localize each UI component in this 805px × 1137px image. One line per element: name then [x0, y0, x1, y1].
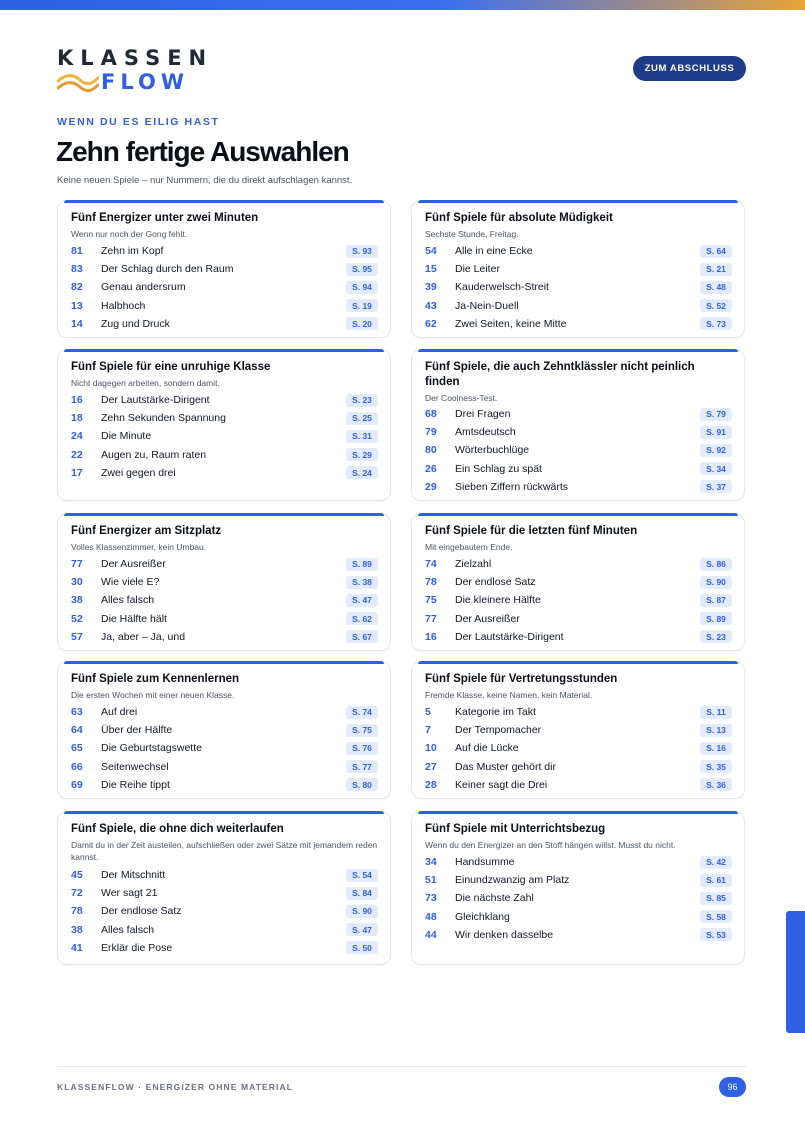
game-number: 24 — [71, 430, 83, 443]
page-reference-badge[interactable]: S. 53 — [700, 928, 732, 941]
card-title: Fünf Spiele, die auch Zehntklässler nicht peinlich finden — [425, 361, 695, 388]
page-reference-badge[interactable]: S. 54 — [346, 869, 378, 882]
list-item[interactable] — [425, 871, 732, 889]
page-reference-badge[interactable]: S. 62 — [346, 612, 378, 625]
game-number: 48 — [425, 910, 437, 923]
page-reference-badge[interactable]: S. 19 — [346, 299, 378, 312]
card-subtitle: Wenn du den Energizer an den Stoff hängen willst. Musst du nicht. — [425, 840, 676, 850]
logo-wordmark-bottom: FLOW — [101, 70, 189, 94]
page-reference-badge[interactable]: S. 89 — [346, 558, 378, 571]
list-item[interactable] — [425, 297, 732, 315]
game-number: 16 — [425, 630, 437, 643]
game-name: Der endlose Satz — [101, 905, 182, 918]
game-name: Zug und Druck — [101, 317, 170, 330]
game-number: 7 — [425, 724, 431, 737]
card-subtitle: Nicht dagegen arbeiten, sondern damit. — [71, 378, 220, 388]
game-name: Ja, aber – Ja, und — [101, 630, 186, 643]
game-number: 22 — [71, 448, 83, 461]
game-list — [425, 853, 732, 944]
game-number: 34 — [425, 856, 437, 869]
game-number: 64 — [71, 724, 83, 737]
card-subtitle: Sechste Stunde, Freitag. — [425, 229, 519, 239]
list-item[interactable] — [71, 464, 378, 482]
game-number: 27 — [425, 760, 437, 773]
game-number: 57 — [71, 630, 83, 643]
game-number: 38 — [71, 923, 83, 936]
list-item[interactable] — [71, 555, 378, 573]
card-subtitle: Fremde Klasse, keine Namen, kein Material. — [425, 690, 593, 700]
card-subtitle: Wenn nur noch der Gong fehlt. — [71, 229, 188, 239]
page-reference-badge[interactable]: S. 25 — [346, 412, 378, 425]
card-subtitle: Mit eingebautem Ende. — [425, 542, 513, 552]
game-name: Auf drei — [101, 706, 138, 719]
game-number: 30 — [71, 576, 83, 589]
game-number: 13 — [71, 299, 83, 312]
game-name: Die Geburtstagswette — [101, 742, 202, 755]
game-name: Der Mitschnitt — [101, 869, 166, 882]
game-name: Kauderwelsch-Streit — [455, 281, 549, 294]
page-reference-badge[interactable]: S. 90 — [346, 905, 378, 918]
selection-card — [411, 200, 745, 338]
game-list — [71, 391, 378, 482]
game-number: 15 — [425, 263, 437, 276]
selection-card — [57, 513, 391, 651]
list-item[interactable] — [71, 939, 378, 957]
selection-card — [57, 811, 391, 965]
game-number: 72 — [71, 887, 83, 900]
game-list — [71, 242, 378, 333]
list-item[interactable] — [71, 446, 378, 464]
game-name: Halbhoch — [101, 299, 146, 312]
footer-divider — [57, 1066, 746, 1067]
page-reference-badge[interactable]: S. 95 — [346, 263, 378, 276]
selection-card — [57, 200, 391, 338]
game-name: Die Hälfte hält — [101, 612, 167, 625]
page-reference-badge[interactable]: S. 79 — [700, 408, 732, 421]
game-list — [71, 555, 378, 646]
list-item[interactable] — [425, 758, 732, 776]
page-reference-badge[interactable]: S. 87 — [700, 594, 732, 607]
page-reference-badge[interactable]: S. 42 — [700, 856, 732, 869]
game-number: 83 — [71, 263, 83, 276]
card-title: Fünf Spiele für absolute Müdigkeit — [425, 212, 613, 224]
game-name: Der Schlag durch den Raum — [101, 263, 234, 276]
to-conclusion-button[interactable]: ZUM ABSCHLUSS — [633, 56, 746, 81]
page-reference-badge[interactable]: S. 61 — [700, 874, 732, 887]
game-name: Der Lautstärke-Dirigent — [101, 394, 210, 407]
game-name: Das Muster gehört dir — [455, 760, 556, 773]
page-reference-badge[interactable]: S. 90 — [700, 576, 732, 589]
game-name: Ein Schlag zu spät — [455, 462, 542, 475]
list-item[interactable] — [71, 297, 378, 315]
page-reference-badge[interactable]: S. 29 — [346, 448, 378, 461]
game-name: Auf die Lücke — [455, 742, 519, 755]
list-item[interactable] — [71, 391, 378, 409]
section-eyebrow: WENN DU ES EILIG HAST — [57, 116, 220, 128]
list-item[interactable] — [425, 591, 732, 609]
game-name: Der Ausreißer — [101, 558, 166, 571]
game-number: 63 — [71, 706, 83, 719]
list-item[interactable] — [71, 739, 378, 757]
card-title: Fünf Energizer am Sitzplatz — [71, 525, 222, 537]
list-item[interactable] — [71, 721, 378, 739]
game-name: Alles falsch — [101, 594, 155, 607]
page-reference-badge[interactable]: S. 16 — [700, 742, 732, 755]
page-reference-badge[interactable]: S. 21 — [700, 263, 732, 276]
page-reference-badge[interactable]: S. 50 — [346, 941, 378, 954]
card-title: Fünf Spiele mit Unterrichtsbezug — [425, 823, 606, 835]
game-name: Zwei Seiten, keine Mitte — [455, 317, 567, 330]
page-reference-badge[interactable]: S. 23 — [346, 394, 378, 407]
game-number: 26 — [425, 462, 437, 475]
card-title: Fünf Spiele für Vertretungsstunden — [425, 673, 618, 685]
card-subtitle: Der Coolness-Test. — [425, 393, 498, 403]
game-name: Wir denken dasselbe — [455, 928, 554, 941]
game-number: 68 — [425, 408, 437, 421]
list-item[interactable] — [425, 703, 732, 721]
page-reference-badge[interactable]: S. 75 — [346, 724, 378, 737]
game-number: 38 — [71, 594, 83, 607]
list-item[interactable] — [425, 315, 732, 333]
game-number: 66 — [71, 760, 83, 773]
game-number: 62 — [425, 317, 437, 330]
game-name: Seitenwechsel — [101, 760, 169, 773]
card-subtitle: Die ersten Wochen mit einer neuen Klasse. — [71, 690, 235, 700]
game-number: 17 — [71, 466, 83, 479]
page-reference-badge[interactable]: S. 64 — [700, 245, 732, 258]
game-number: 29 — [425, 480, 437, 493]
list-item[interactable] — [71, 573, 378, 591]
page-reference-badge[interactable]: S. 23 — [700, 630, 732, 643]
game-number: 51 — [425, 874, 437, 887]
game-list — [425, 555, 732, 646]
game-name: Zwei gegen drei — [101, 466, 176, 479]
game-number: 45 — [71, 869, 83, 882]
list-item[interactable] — [71, 409, 378, 427]
list-item[interactable] — [71, 703, 378, 721]
page-reference-badge[interactable]: S. 52 — [700, 299, 732, 312]
list-item[interactable] — [425, 405, 732, 423]
game-number: 44 — [425, 928, 437, 941]
list-item[interactable] — [71, 921, 378, 939]
card-subtitle: Volles Klassenzimmer, kein Umbau. — [71, 542, 207, 552]
game-name: Zielzahl — [455, 558, 492, 571]
page-reference-badge[interactable]: S. 91 — [700, 426, 732, 439]
selection-card — [411, 811, 745, 965]
game-number: 69 — [71, 778, 83, 791]
page-reference-badge[interactable]: S. 77 — [346, 760, 378, 773]
list-item[interactable] — [425, 555, 732, 573]
game-name: Wörterbuchlüge — [455, 444, 530, 457]
list-item[interactable] — [425, 278, 732, 296]
page-title: Zehn fertige Auswahlen — [56, 136, 349, 167]
selection-card — [411, 513, 745, 651]
game-number: 65 — [71, 742, 83, 755]
page-reference-badge[interactable]: S. 80 — [346, 778, 378, 791]
list-item[interactable] — [425, 573, 732, 591]
card-subtitle: Damit du in der Zeit austeilen, aufschließen oder zwei Sätze mit jemandem reden kannst. — [71, 840, 378, 862]
game-number: 54 — [425, 245, 437, 258]
game-name: Gleichklang — [455, 910, 510, 923]
list-item[interactable] — [425, 460, 732, 478]
page-reference-badge[interactable]: S. 20 — [346, 317, 378, 330]
page-reference-badge[interactable]: S. 93 — [346, 245, 378, 258]
list-item[interactable] — [71, 591, 378, 609]
page-reference-badge[interactable]: S. 73 — [700, 317, 732, 330]
list-item[interactable] — [71, 758, 378, 776]
list-item[interactable] — [71, 278, 378, 296]
game-name: Die kleinere Hälfte — [455, 594, 541, 607]
list-item[interactable] — [71, 776, 378, 794]
game-name: Die nächste Zahl — [455, 892, 534, 905]
game-name: Kategorie im Takt — [455, 706, 536, 719]
list-item[interactable] — [425, 610, 732, 628]
game-name: Genau andersrum — [101, 281, 186, 294]
list-item[interactable] — [425, 739, 732, 757]
game-list — [425, 405, 732, 496]
page-reference-badge[interactable]: S. 31 — [346, 430, 378, 443]
list-item[interactable] — [71, 610, 378, 628]
game-number: 43 — [425, 299, 437, 312]
game-number: 80 — [425, 444, 437, 457]
game-name: Ja-Nein-Duell — [455, 299, 519, 312]
game-number: 5 — [425, 706, 431, 719]
selection-card — [411, 349, 745, 501]
game-number: 78 — [71, 905, 83, 918]
game-name: Amtsdeutsch — [455, 426, 516, 439]
game-list — [71, 703, 378, 794]
page-reference-badge[interactable]: S. 24 — [346, 466, 378, 479]
page-reference-badge[interactable]: S. 11 — [700, 706, 732, 719]
card-title: Fünf Spiele für eine unruhige Klasse — [71, 361, 271, 373]
card-title: Fünf Spiele zum Kennenlernen — [71, 673, 240, 685]
page-reference-badge[interactable]: S. 13 — [700, 724, 732, 737]
game-name: Der endlose Satz — [455, 576, 536, 589]
side-tab-marker[interactable] — [786, 911, 805, 1033]
wave-icon — [57, 71, 99, 93]
game-name: Über der Hälfte — [101, 724, 173, 737]
game-name: Die Reihe tippt — [101, 778, 170, 791]
list-item[interactable] — [425, 242, 732, 260]
page-reference-badge[interactable]: S. 85 — [700, 892, 732, 905]
page-reference-badge[interactable]: S. 92 — [700, 444, 732, 457]
game-list — [425, 703, 732, 794]
page-reference-badge[interactable]: S. 37 — [700, 480, 732, 493]
page-reference-badge[interactable]: S. 35 — [700, 760, 732, 773]
game-number: 16 — [71, 394, 83, 407]
game-number: 77 — [71, 558, 83, 571]
list-item[interactable] — [71, 884, 378, 902]
list-item[interactable] — [425, 260, 732, 278]
game-number: 77 — [425, 612, 437, 625]
game-number: 28 — [425, 778, 437, 791]
game-name: Wie viele E? — [101, 576, 160, 589]
card-title: Fünf Energizer unter zwei Minuten — [71, 212, 259, 224]
list-item[interactable] — [425, 776, 732, 794]
page-subtitle: Keine neuen Spiele – nur Nummern, die du direkt aufschlagen kannst. — [57, 175, 353, 186]
game-name: Einundzwanzig am Platz — [455, 874, 570, 887]
page-reference-badge[interactable]: S. 34 — [700, 462, 732, 475]
game-number: 79 — [425, 426, 437, 439]
game-name: Alles falsch — [101, 923, 155, 936]
game-name: Erklär die Pose — [101, 941, 173, 954]
game-number: 74 — [425, 558, 437, 571]
game-name: Wer sagt 21 — [101, 887, 158, 900]
game-name: Zehn im Kopf — [101, 245, 164, 258]
page-reference-badge[interactable]: S. 74 — [346, 706, 378, 719]
page-reference-badge[interactable]: S. 76 — [346, 742, 378, 755]
list-item[interactable] — [71, 315, 378, 333]
page-reference-badge[interactable]: S. 48 — [700, 281, 732, 294]
game-number: 14 — [71, 317, 83, 330]
list-item[interactable] — [425, 853, 732, 871]
selection-card — [57, 661, 391, 799]
page-reference-badge[interactable]: S. 58 — [700, 910, 732, 923]
top-gradient-bar — [0, 0, 805, 10]
game-name: Der Ausreißer — [455, 612, 520, 625]
game-name: Alle in eine Ecke — [455, 245, 533, 258]
game-name: Augen zu, Raum raten — [101, 448, 207, 461]
page-reference-badge[interactable]: S. 47 — [346, 594, 378, 607]
game-number: 10 — [425, 742, 437, 755]
selection-card — [411, 661, 745, 799]
list-item[interactable] — [71, 242, 378, 260]
game-number: 82 — [71, 281, 83, 294]
page-reference-badge[interactable]: S. 38 — [346, 576, 378, 589]
game-number: 75 — [425, 594, 437, 607]
game-name: Handsumme — [455, 856, 515, 869]
game-name: Keiner sagt die Drei — [455, 778, 548, 791]
page-reference-badge[interactable]: S. 84 — [346, 887, 378, 900]
page-number-badge: 96 — [719, 1077, 746, 1097]
selection-card — [57, 349, 391, 501]
list-item[interactable] — [425, 721, 732, 739]
list-item[interactable] — [425, 628, 732, 646]
list-item[interactable] — [71, 902, 378, 920]
page-reference-badge[interactable]: S. 89 — [700, 612, 732, 625]
game-number: 73 — [425, 892, 437, 905]
game-list — [425, 242, 732, 333]
game-name: Zehn Sekunden Spannung — [101, 412, 226, 425]
game-name: Die Minute — [101, 430, 152, 443]
list-item[interactable] — [425, 423, 732, 441]
game-name: Drei Fragen — [455, 408, 511, 421]
card-title: Fünf Spiele für die letzten fünf Minuten — [425, 525, 638, 537]
brand-logo — [57, 46, 213, 94]
list-item[interactable] — [425, 441, 732, 459]
list-item[interactable] — [71, 260, 378, 278]
page-reference-badge[interactable]: S. 94 — [346, 281, 378, 294]
game-name: Der Lautstärke-Dirigent — [455, 630, 564, 643]
list-item[interactable] — [425, 908, 732, 926]
list-item[interactable] — [425, 889, 732, 907]
list-item[interactable] — [425, 926, 732, 944]
game-number: 18 — [71, 412, 83, 425]
game-name: Der Tempomacher — [455, 724, 542, 737]
game-name: Sieben Ziffern rückwärts — [455, 480, 569, 493]
list-item[interactable] — [71, 427, 378, 445]
game-number: 39 — [425, 281, 437, 294]
game-number: 52 — [71, 612, 83, 625]
game-number: 41 — [71, 941, 83, 954]
card-title: Fünf Spiele, die ohne dich weiterlaufen — [71, 823, 284, 835]
logo-wordmark-top: KLASSEN — [57, 46, 214, 70]
game-number: 81 — [71, 245, 83, 258]
game-number: 78 — [425, 576, 437, 589]
list-item[interactable] — [425, 478, 732, 496]
page-reference-badge[interactable]: S. 67 — [346, 630, 378, 643]
footer-text: KLASSENFLOW · ENERGIZER OHNE MATERIAL — [57, 1082, 294, 1092]
list-item[interactable] — [71, 628, 378, 646]
page-reference-badge[interactable]: S. 36 — [700, 778, 732, 791]
game-list — [71, 866, 378, 957]
game-name: Die Leiter — [455, 263, 500, 276]
page-reference-badge[interactable]: S. 86 — [700, 558, 732, 571]
page-reference-badge[interactable]: S. 47 — [346, 923, 378, 936]
list-item[interactable] — [71, 866, 378, 884]
